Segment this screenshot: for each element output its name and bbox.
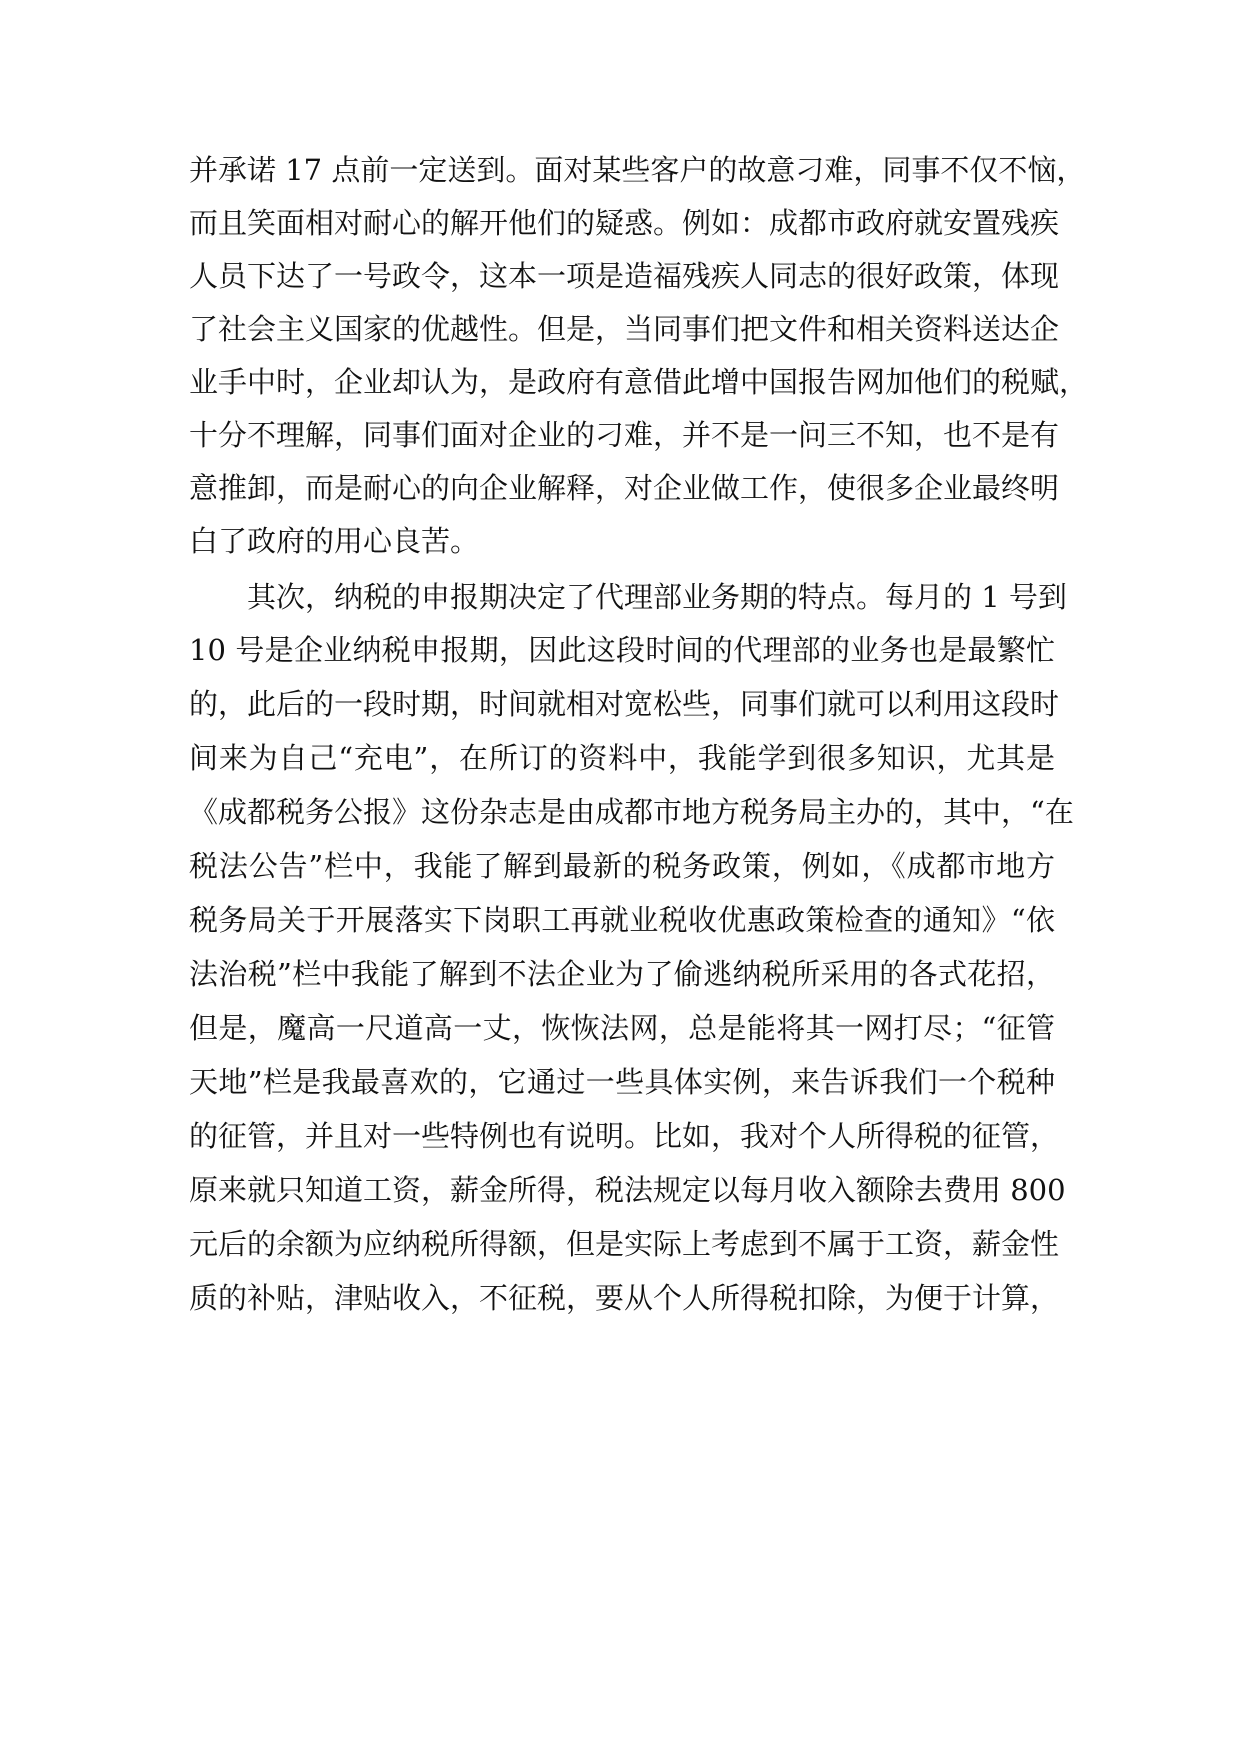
text-line: 白了政府的用心良苦。 xyxy=(189,524,480,558)
text-line: 并承诺 17 点前一定送到。面对某些客户的故意刁难，同事不仅不恼， xyxy=(189,153,1086,187)
text-line: 天地”栏是我最喜欢的，它通过一些具体实例，来告诉我们一个税种 xyxy=(189,1065,1055,1099)
text-line: 业手中时，企业却认为，是政府有意借此增中国报告网加他们的税赋， xyxy=(189,365,1089,399)
text-line: 税法公告”栏中，我能了解到最新的税务政策，例如，《成都市地方 xyxy=(189,849,1055,883)
text-line: 元后的余额为应纳税所得额，但是实际上考虑到不属于工资，薪金性 xyxy=(189,1227,1060,1261)
text-line: 原来就只知道工资，薪金所得，税法规定以每月收入额除去费用 800 xyxy=(189,1173,1066,1207)
text-line: 税务局关于开展落实下岗职工再就业税收优惠政策检查的通知》“依 xyxy=(189,903,1055,937)
paragraph-first-line: 其次，纳税的申报期决定了代理部业务期的特点。每月的 1 号到 xyxy=(247,580,1067,614)
text-line: 质的补贴，津贴收入，不征税，要从个人所得税扣除，为便于计算， xyxy=(189,1281,1060,1315)
text-line: 了社会主义国家的优越性。但是，当同事们把文件和相关资料送达企 xyxy=(189,312,1060,346)
text-line: 而且笑面相对耐心的解开他们的疑惑。例如：成都市政府就安置残疾 xyxy=(189,206,1060,240)
text-line: 10 号是企业纳税申报期，因此这段时间的代理部的业务也是最繁忙 xyxy=(189,633,1055,667)
text-line: 《成都税务公报》这份杂志是由成都市地方税务局主办的，其中，“在 xyxy=(189,795,1074,829)
text-line: 的征管，并且对一些特例也有说明。比如，我对个人所得税的征管， xyxy=(189,1119,1060,1153)
text-line: 的，此后的一段时期，时间就相对宽松些，同事们就可以利用这段时 xyxy=(189,687,1060,721)
text-line: 十分不理解，同事们面对企业的刁难，并不是一问三不知，也不是有 xyxy=(189,418,1060,452)
text-line: 意推卸，而是耐心的向企业解释，对企业做工作，使很多企业最终明 xyxy=(189,471,1060,505)
text-line: 间来为自己“充电”，在所订的资料中，我能学到很多知识，尤其是 xyxy=(189,741,1055,775)
text-line: 法治税”栏中我能了解到不法企业为了偷逃纳税所采用的各式花招， xyxy=(189,957,1055,991)
text-line: 人员下达了一号政令，这本一项是造福残疾人同志的很好政策，体现 xyxy=(189,259,1060,293)
text-line: 但是，魔高一尺道高一丈，恢恢法网，总是能将其一网打尽；“征管 xyxy=(189,1011,1055,1045)
